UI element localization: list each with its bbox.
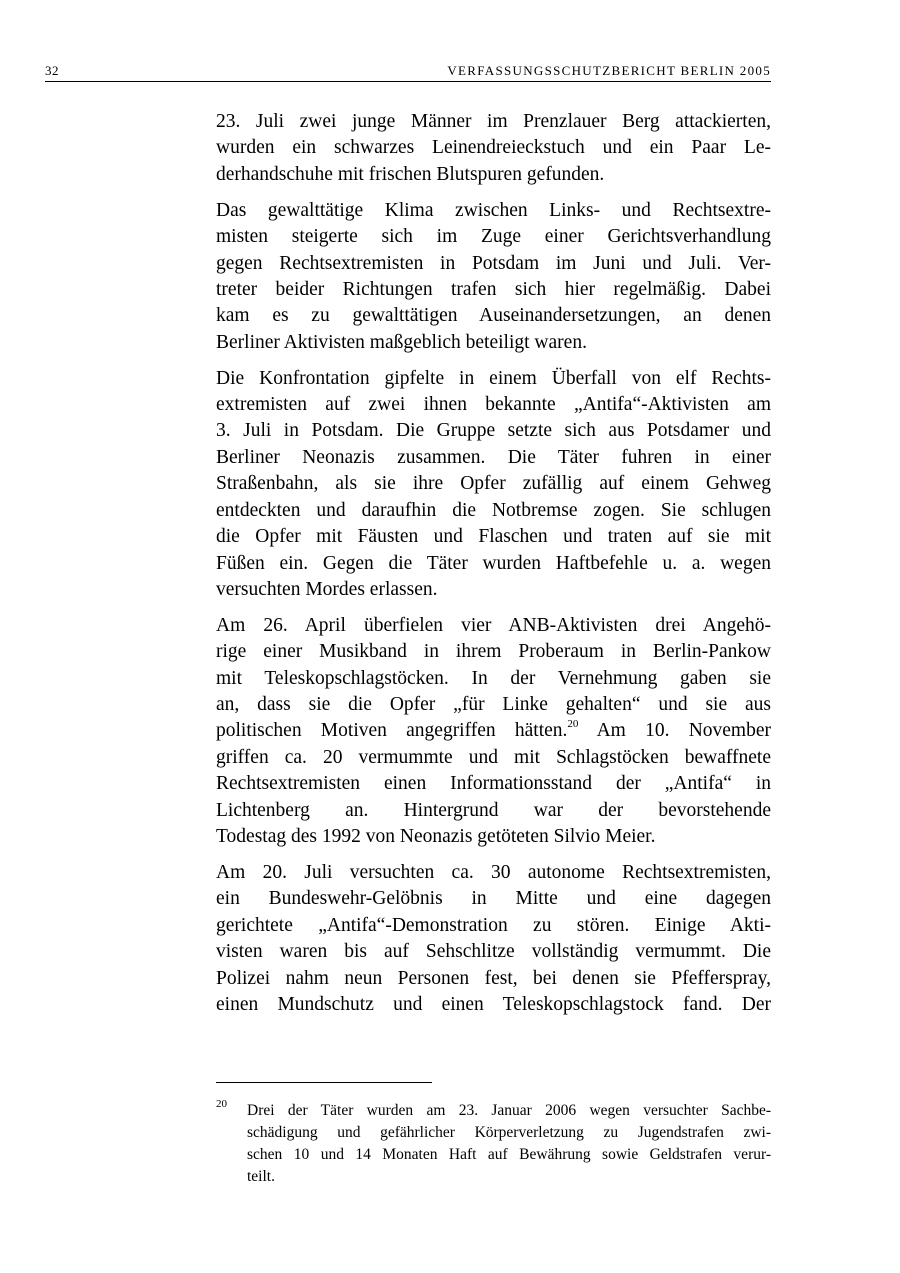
text-line: Lichtenberg an. Hintergrund war der bevorstehende bbox=[216, 799, 771, 821]
text-line: treter beider Richtungen trafen sich hier regelmäßig. Dabei bbox=[216, 278, 771, 300]
text-line: rige einer Musikband in ihrem Proberaum in Berlin-Pankow bbox=[216, 641, 771, 663]
text-line: visten waren bis auf Sehschlitze vollständig vermummt. Die bbox=[216, 941, 771, 963]
text-line: einen Mundschutz und einen Teleskopschlagstock fand. Der bbox=[216, 994, 771, 1015]
body-text bbox=[216, 109, 771, 1028]
footnote-text bbox=[247, 1100, 771, 1188]
footnote-number: 20 bbox=[216, 1098, 227, 1110]
text-line: gerichtete „Antifa“-Demonstration zu stören. Einige Akti- bbox=[216, 914, 771, 936]
text-line: an, dass sie die Opfer „für Linke gehalten“ und sie aus bbox=[216, 694, 771, 716]
text-line: versuchten Mordes erlassen. bbox=[216, 578, 438, 600]
text-line: kam es zu gewalttätigen Auseinandersetzungen, an denen bbox=[216, 305, 771, 327]
text-line: Füßen ein. Gegen die Täter wurden Haftbefehle u. a. wegen bbox=[216, 552, 771, 574]
running-header bbox=[45, 62, 771, 82]
text-line: mit Teleskopschlagstöcken. In der Vernehmung gaben sie bbox=[216, 667, 771, 689]
text-line: Am 20. Juli versuchten ca. 30 autonome Rechtsextremisten, bbox=[216, 861, 771, 883]
running-title: VERFASSUNGSSCHUTZBERICHT BERLIN 2005 bbox=[447, 63, 771, 78]
paragraph-3 bbox=[216, 366, 771, 604]
text-segment: politischen Motiven angegriffen hätten. bbox=[216, 720, 568, 742]
text-line: Das gewalttätige Klima zwischen Links- und Rechtsextre- bbox=[216, 199, 771, 221]
text-line: wurden ein schwarzes Leinendreieckstuch und ein Paar Le- bbox=[216, 137, 771, 159]
paragraph-2 bbox=[216, 198, 771, 356]
text-line: ein Bundeswehr-Gelöbnis in Mitte und eine dagegen bbox=[216, 888, 771, 910]
paragraph-5 bbox=[216, 860, 771, 1018]
header-rule bbox=[45, 81, 771, 82]
text-segment: Am 10. November bbox=[578, 720, 772, 742]
text-line: griffen ca. 20 vermummte und mit Schlagstöcken bewaffnete bbox=[216, 746, 771, 768]
text-line: Die Konfrontation gipfelte in einem Überfall von elf Rechts- bbox=[216, 367, 771, 389]
text-line: derhandschuhe mit frischen Blutspuren gefunden. bbox=[216, 163, 605, 185]
text-line: misten steigerte sich im Zuge einer Gerichtsverhandlung bbox=[216, 226, 771, 248]
text-line: Berliner Neonazis zusammen. Die Täter fuhren in einer bbox=[216, 446, 771, 468]
footnote-line: schen 10 und 14 Monaten Haft auf Bewährung sowie Geldstrafen verur- bbox=[247, 1146, 771, 1163]
paragraph-4 bbox=[216, 613, 771, 851]
text-line: Berliner Aktivisten maßgeblich beteiligt waren. bbox=[216, 331, 587, 353]
text-line: Am 26. April überfielen vier ANB-Aktivisten drei Angehö- bbox=[216, 614, 771, 636]
text-line: Polizei nahm neun Personen fest, bei denen sie Pfefferspray, bbox=[216, 967, 771, 989]
footnote-line: teilt. bbox=[247, 1168, 275, 1185]
text-line: Todestag des 1992 von Neonazis getöteten Silvio Meier. bbox=[216, 826, 656, 848]
footnote bbox=[216, 1100, 771, 1188]
paragraph-1 bbox=[216, 109, 771, 188]
page-number: 32 bbox=[45, 63, 59, 78]
footnote-reference[interactable]: 20 bbox=[567, 717, 579, 730]
footnote-line: Drei der Täter wurden am 23. Januar 2006 wegen versuchter Sachbe- bbox=[247, 1102, 771, 1119]
text-line: 3. Juli in Potsdam. Die Gruppe setzte sich aus Potsdamer und bbox=[216, 420, 771, 442]
footnote-line: schädigung und gefährlicher Körperverletzung zu Jugendstrafen zwi- bbox=[247, 1124, 771, 1141]
text-line: Straßenbahn, als sie ihre Opfer zufällig auf einem Gehweg bbox=[216, 473, 771, 495]
text-line: die Opfer mit Fäusten und Flaschen und traten auf sie mit bbox=[216, 526, 771, 548]
text-line: 23. Juli zwei junge Männer im Prenzlauer Berg attackierten, bbox=[216, 111, 771, 132]
text-line: entdeckten und daraufhin die Notbremse zogen. Sie schlugen bbox=[216, 499, 771, 521]
text-line: extremisten auf zwei ihnen bekannte „Antifa“-Aktivisten am bbox=[216, 394, 771, 416]
text-line: gegen Rechtsextremisten in Potsdam im Juni und Juli. Ver- bbox=[216, 252, 771, 274]
text-line-with-footnote-ref bbox=[216, 718, 771, 744]
text-line: Rechtsextremisten einen Informationsstand der „Antifa“ in bbox=[216, 773, 771, 795]
footnote-separator bbox=[216, 1082, 432, 1083]
